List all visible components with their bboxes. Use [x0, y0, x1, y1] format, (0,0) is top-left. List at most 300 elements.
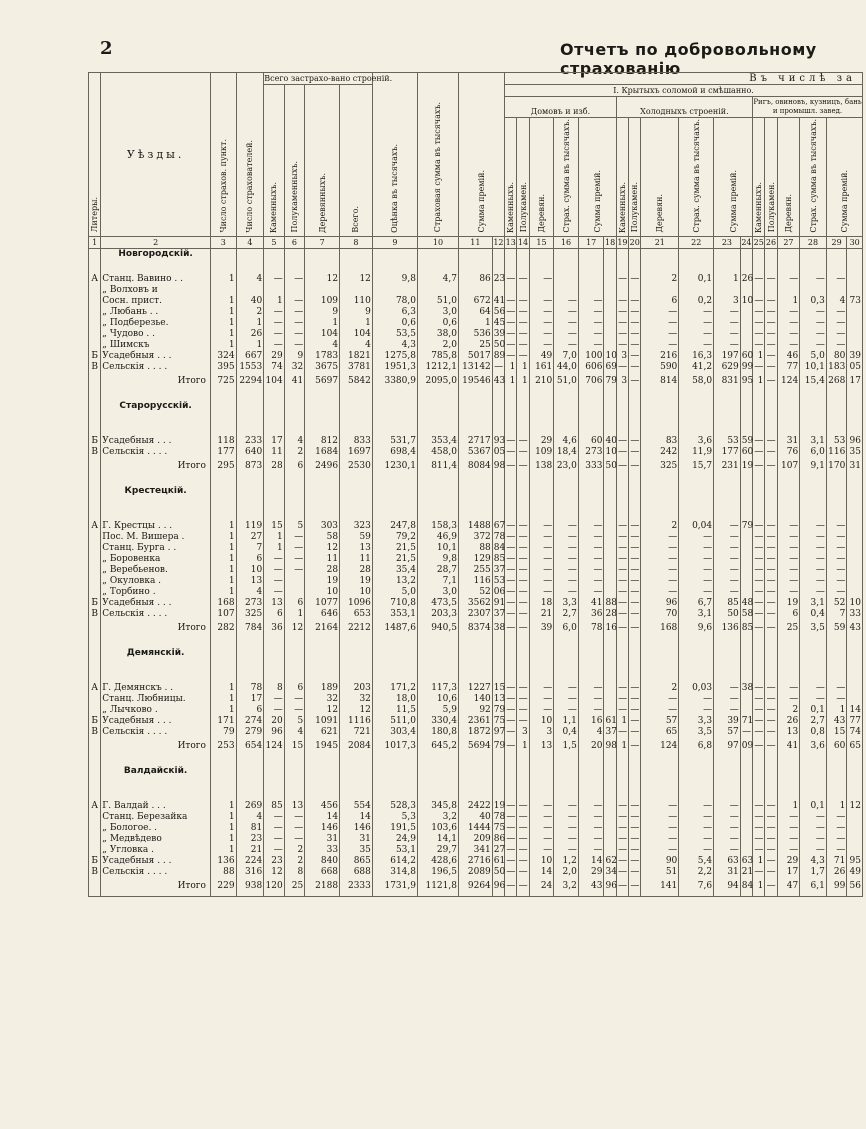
value-cell: — — [618, 811, 628, 822]
value-cell: 16 — [604, 620, 616, 638]
value-cell: 10 — [847, 598, 863, 609]
value-cell: — — [518, 306, 528, 317]
value-cell: 295 — [210, 458, 236, 476]
value-cell: 1 — [458, 318, 492, 329]
value-cell: 6,0 — [554, 620, 579, 638]
value-cell: 50 — [604, 458, 616, 476]
value-cell: — — [529, 801, 554, 812]
value-cell: 43 — [492, 373, 504, 391]
value-cell: — — [529, 694, 554, 705]
value-cell: 168 — [210, 598, 236, 609]
value-cell: 4 — [305, 340, 340, 351]
value-cell: — — [754, 564, 764, 575]
value-cell: 2164 — [305, 620, 340, 638]
value-cell: — — [766, 446, 776, 457]
value-cell: 50 — [714, 609, 741, 620]
value-cell: 1 — [517, 362, 529, 373]
value-cell: 5 — [284, 521, 304, 532]
value-cell: — — [529, 834, 554, 845]
value-cell: 325 — [236, 609, 264, 620]
value-cell: — — [766, 811, 776, 822]
value-cell: — — [506, 542, 516, 553]
value-cell: 3380,9 — [372, 373, 417, 391]
header-group-houses: Домовъ и изб. — [505, 97, 617, 118]
value-cell: 653 — [340, 609, 373, 620]
value-cell: 36 — [264, 620, 284, 638]
value-cell: 1 — [264, 296, 284, 307]
header-c6: Полукаменныхъ. — [284, 85, 304, 237]
value-cell: — — [714, 554, 741, 565]
value-cell: — — [578, 554, 604, 565]
value-cell: — — [754, 704, 764, 715]
value-cell: 13 — [236, 576, 264, 587]
value-cell: 14 — [529, 867, 554, 878]
value-cell: — — [826, 845, 846, 856]
value-cell: 31 — [777, 436, 800, 447]
value-cell: 26 — [236, 329, 264, 340]
value-cell: — — [754, 295, 764, 306]
value-cell: — — [766, 520, 776, 531]
value-cell: — — [777, 683, 800, 694]
value-cell: 33 — [847, 609, 863, 620]
value-cell: — — [264, 694, 284, 705]
value-cell: — — [826, 340, 846, 351]
value-cell: — — [714, 587, 741, 598]
table-row — [89, 329, 863, 340]
value-cell: 1 — [210, 340, 236, 351]
value-cell — [284, 587, 304, 598]
section-title-row — [89, 401, 863, 412]
value-cell: — — [777, 318, 800, 329]
header-c10: Страховая сумма въ тысячахъ. — [417, 73, 458, 237]
value-cell: — — [754, 682, 764, 693]
value-cell: 14 — [847, 705, 863, 716]
value-cell — [604, 543, 616, 554]
value-cell: — — [618, 446, 628, 457]
uezd-name-cell: Сельскія . . . . — [101, 867, 211, 878]
uezd-name-cell: Усадебныя . . . — [101, 598, 211, 609]
value-cell: 29 — [529, 436, 554, 447]
value-cell: — — [826, 823, 846, 834]
value-cell: — — [800, 823, 827, 834]
value-cell: — — [754, 273, 764, 284]
value-cell: — — [529, 543, 554, 554]
value-cell: — — [518, 564, 528, 575]
value-cell: — — [264, 274, 284, 285]
value-cell: — — [518, 295, 528, 306]
value-cell: 14 — [305, 812, 340, 823]
value-cell: 177 — [210, 447, 236, 458]
value-cell: 372 — [458, 532, 492, 543]
value-cell: 69 — [605, 361, 617, 372]
value-cell: — — [765, 373, 777, 391]
value-cell: 1 — [777, 801, 800, 812]
value-cell — [740, 705, 752, 716]
value-cell — [578, 274, 604, 285]
column-number: 1 — [89, 236, 101, 248]
value-cell: — — [753, 458, 765, 476]
value-cell: 53,5 — [372, 329, 417, 340]
value-cell: 640 — [236, 447, 264, 458]
value-cell: 6 — [641, 296, 679, 307]
value-cell: 18 — [529, 598, 554, 609]
section-title: Демянскій. — [101, 648, 211, 659]
value-cell: 3,3 — [679, 716, 714, 727]
litera-cell — [89, 823, 101, 834]
value-cell: — — [826, 576, 846, 587]
litera-cell — [89, 543, 101, 554]
value-cell: — — [826, 812, 846, 823]
value-cell: — — [826, 274, 846, 285]
value-cell: 26 — [826, 867, 846, 878]
value-cell: 25 — [284, 878, 304, 897]
value-cell: — — [264, 576, 284, 587]
value-cell: — — [529, 274, 554, 285]
value-cell — [604, 845, 616, 856]
value-cell: 19 — [740, 458, 752, 476]
value-cell: 21,5 — [372, 554, 417, 565]
value-cell: — — [578, 307, 604, 318]
value-cell: 1 — [753, 878, 765, 897]
value-cell: — — [754, 586, 764, 597]
header-group-straw: I. Крытыхъ соломой и смѣшанно. — [505, 85, 863, 97]
table-row — [89, 554, 863, 565]
value-cell: — — [506, 866, 516, 877]
value-cell: — — [616, 878, 628, 897]
value-cell: 116 — [458, 576, 492, 587]
section-title-row — [89, 766, 863, 777]
value-cell: 28 — [305, 565, 340, 576]
value-cell: — — [264, 329, 284, 340]
table-row — [89, 362, 863, 373]
value-cell: 12 — [340, 274, 373, 285]
value-cell: 104 — [305, 329, 340, 340]
value-cell: 21,5 — [372, 543, 417, 554]
value-cell — [604, 812, 616, 823]
value-cell: 65 — [641, 727, 679, 738]
value-cell: — — [754, 317, 764, 328]
value-cell: — — [766, 317, 776, 328]
value-cell: 15 — [493, 682, 506, 693]
value-cell: 2 — [284, 856, 304, 867]
value-cell: 14 — [340, 812, 373, 823]
value-cell: — — [766, 339, 776, 350]
header-c5: Каменныхъ. — [264, 85, 284, 237]
value-cell: 29 — [777, 856, 800, 867]
value-cell: — — [518, 435, 528, 446]
header-uezd: Уѣзды. — [101, 73, 211, 237]
value-cell: 1 — [340, 318, 373, 329]
value-cell: 4,6 — [554, 436, 579, 447]
value-cell: — — [826, 329, 846, 340]
value-cell: — — [618, 273, 628, 284]
value-cell: 1 — [210, 565, 236, 576]
value-cell: 3,6 — [679, 436, 714, 447]
value-cell — [604, 285, 616, 296]
value-cell: — — [754, 715, 764, 726]
value-cell: — — [529, 296, 554, 307]
value-cell: — — [630, 608, 640, 619]
value-cell: — — [630, 446, 640, 457]
value-cell: 116 — [828, 446, 846, 457]
value-cell: 146 — [305, 823, 340, 834]
value-cell: — — [754, 608, 764, 619]
value-cell: — — [529, 705, 554, 716]
value-cell: — — [766, 295, 776, 306]
table-row — [89, 274, 863, 285]
value-cell: — — [766, 608, 776, 619]
value-cell: 1 — [210, 834, 236, 845]
value-cell: 89 — [493, 350, 506, 361]
value-cell — [264, 285, 284, 296]
value-cell: 672 — [458, 296, 492, 307]
value-cell — [604, 554, 616, 565]
value-cell: 80 — [826, 351, 846, 362]
value-cell: 67 — [493, 520, 506, 531]
value-cell: 282 — [210, 620, 236, 638]
value-cell: — — [754, 693, 764, 704]
table-row — [89, 285, 863, 296]
value-cell: 100 — [578, 351, 604, 362]
value-cell — [284, 285, 304, 296]
value-cell: 17 — [264, 436, 284, 447]
value-cell: 86 — [493, 833, 506, 844]
value-cell: — — [618, 693, 628, 704]
value-cell: — — [800, 565, 827, 576]
header-c15: Деревян. — [529, 118, 554, 237]
value-cell: — — [766, 542, 776, 553]
value-cell: 79,2 — [372, 532, 417, 543]
value-cell: 5842 — [340, 373, 373, 391]
value-cell: 37 — [605, 726, 617, 737]
value-cell — [604, 340, 616, 351]
value-cell: — — [679, 801, 714, 812]
value-cell: — — [506, 855, 516, 866]
value-cell: 8 — [264, 683, 284, 694]
value-cell: — — [766, 866, 776, 877]
value-cell: 2212 — [340, 620, 373, 638]
value-cell: — — [714, 683, 741, 694]
value-cell: — — [754, 520, 764, 531]
value-cell: 35,4 — [372, 565, 417, 576]
litera-cell — [89, 834, 101, 845]
value-cell: 1 — [264, 532, 284, 543]
value-cell: 323 — [340, 521, 373, 532]
value-cell: 784 — [236, 620, 264, 638]
value-cell: — — [754, 542, 764, 553]
value-cell: — — [754, 435, 764, 446]
value-cell: 1783 — [305, 351, 340, 362]
value-cell: 0,1 — [679, 274, 714, 285]
value-cell: 1 — [210, 705, 236, 716]
table-row — [89, 727, 863, 738]
value-cell: 3 — [616, 351, 628, 362]
value-cell: — — [618, 608, 628, 619]
value-cell: 85 — [714, 598, 741, 609]
value-cell: 99 — [741, 361, 754, 372]
table-row — [89, 351, 863, 362]
value-cell: — — [578, 834, 604, 845]
value-cell: — — [777, 565, 800, 576]
value-cell: 109 — [529, 447, 554, 458]
value-cell: 21 — [529, 609, 554, 620]
value-cell: 1 — [616, 716, 628, 727]
value-cell: 811,4 — [417, 458, 458, 476]
column-number-row — [89, 236, 863, 248]
value-cell: — — [554, 296, 579, 307]
value-cell: — — [618, 328, 628, 339]
value-cell: — — [505, 458, 517, 476]
value-cell: 14 — [578, 856, 604, 867]
value-cell: 104 — [340, 329, 373, 340]
value-cell: 85 — [740, 620, 752, 638]
value-cell: 52 — [826, 598, 846, 609]
value-cell: — — [641, 576, 679, 587]
value-cell: — — [800, 576, 827, 587]
value-cell: — — [506, 726, 516, 737]
value-cell: — — [826, 565, 846, 576]
value-cell: 76 — [777, 447, 800, 458]
value-cell: — — [777, 834, 800, 845]
value-cell: 78 — [493, 531, 506, 542]
value-cell: 48 — [741, 597, 754, 608]
value-cell: — — [766, 726, 776, 737]
value-cell: — — [641, 812, 679, 823]
value-cell: 74 — [264, 362, 284, 373]
value-cell: 49 — [529, 351, 554, 362]
value-cell: — — [554, 329, 579, 340]
value-cell: 6 — [236, 554, 264, 565]
value-cell: — — [826, 307, 846, 318]
value-cell: — — [518, 339, 528, 350]
value-cell: 5,4 — [679, 856, 714, 867]
value-cell: — — [754, 597, 764, 608]
value-cell: — — [641, 694, 679, 705]
value-cell: — — [618, 597, 628, 608]
value-cell — [505, 285, 517, 296]
value-cell: 60 — [741, 350, 754, 361]
value-cell: — — [826, 554, 846, 565]
value-cell: 316 — [236, 867, 264, 878]
value-cell: 23 — [236, 834, 264, 845]
value-cell: 8 — [284, 867, 304, 878]
value-cell: — — [506, 435, 516, 446]
value-cell: — — [578, 683, 604, 694]
value-cell: 325 — [641, 458, 679, 476]
value-cell: 2,7 — [800, 716, 827, 727]
value-cell: 43 — [826, 716, 846, 727]
value-cell: — — [618, 361, 628, 372]
column-number: 8 — [340, 236, 373, 248]
value-cell — [800, 285, 827, 296]
value-cell: — — [506, 693, 516, 704]
value-cell — [847, 307, 863, 318]
value-cell: — — [578, 576, 604, 587]
value-cell: — — [630, 575, 640, 586]
header-c20: Полукамен. — [629, 118, 641, 237]
value-cell: — — [630, 855, 640, 866]
value-cell: — — [618, 306, 628, 317]
spacer-row — [89, 638, 863, 648]
value-cell: — — [766, 844, 776, 855]
value-cell: 19 — [493, 800, 506, 811]
value-cell: — — [506, 597, 516, 608]
spacer-row — [89, 777, 863, 801]
value-cell: — — [578, 587, 604, 598]
value-cell: 0,3 — [800, 296, 827, 307]
value-cell: 1553 — [236, 362, 264, 373]
value-cell: 25 — [458, 340, 492, 351]
header-c19: Каменныхъ. — [616, 118, 628, 237]
value-cell — [679, 285, 714, 296]
value-cell: 13 — [777, 727, 800, 738]
value-cell: 46 — [777, 351, 800, 362]
header-c23: Сумма премій. — [714, 118, 753, 237]
value-cell: 13 — [529, 738, 554, 756]
value-cell: 873 — [236, 458, 264, 476]
value-cell: 2,0 — [417, 340, 458, 351]
value-cell — [604, 576, 616, 587]
value-cell: 31 — [847, 458, 863, 476]
value-cell: 1444 — [458, 823, 492, 834]
value-cell: — — [284, 532, 304, 543]
value-cell — [604, 521, 616, 532]
value-cell: — — [578, 543, 604, 554]
value-cell: — — [518, 542, 528, 553]
value-cell: — — [714, 565, 741, 576]
value-cell: — — [679, 812, 714, 823]
table-row — [89, 565, 863, 576]
value-cell: — — [529, 329, 554, 340]
value-cell: — — [518, 553, 528, 564]
value-cell: — — [616, 620, 628, 638]
value-cell: — — [618, 435, 628, 446]
value-cell: 146 — [340, 823, 373, 834]
litera-cell: Б — [89, 436, 101, 447]
value-cell: 120 — [264, 878, 284, 897]
value-cell: 6 — [284, 598, 304, 609]
value-cell: 3,6 — [800, 738, 827, 756]
table-row — [89, 812, 863, 823]
value-cell: 5,0 — [372, 587, 417, 598]
value-cell: 36 — [578, 609, 604, 620]
value-cell: 32 — [284, 362, 304, 373]
value-cell: — — [826, 543, 846, 554]
litera-cell — [89, 329, 101, 340]
spacer-row — [89, 476, 863, 486]
column-number: 25 — [753, 237, 764, 247]
value-cell — [604, 318, 616, 329]
value-cell: 1 — [210, 532, 236, 543]
value-cell: — — [679, 576, 714, 587]
value-cell: 51,0 — [554, 373, 579, 391]
value-cell: — — [284, 705, 304, 716]
value-cell — [417, 285, 458, 296]
value-cell: — — [679, 318, 714, 329]
table-row — [89, 705, 863, 716]
value-cell: — — [506, 317, 516, 328]
column-number: 28 — [800, 236, 827, 248]
value-cell: 50 — [493, 339, 506, 350]
value-cell: 129 — [458, 554, 492, 565]
uezd-name-cell: Сельскія . . . . — [101, 727, 211, 738]
column-number: 21 — [641, 236, 679, 248]
value-cell: 1 — [210, 694, 236, 705]
value-cell: 279 — [236, 727, 264, 738]
value-cell: — — [506, 800, 516, 811]
value-cell: — — [529, 565, 554, 576]
value-cell: 269 — [236, 801, 264, 812]
